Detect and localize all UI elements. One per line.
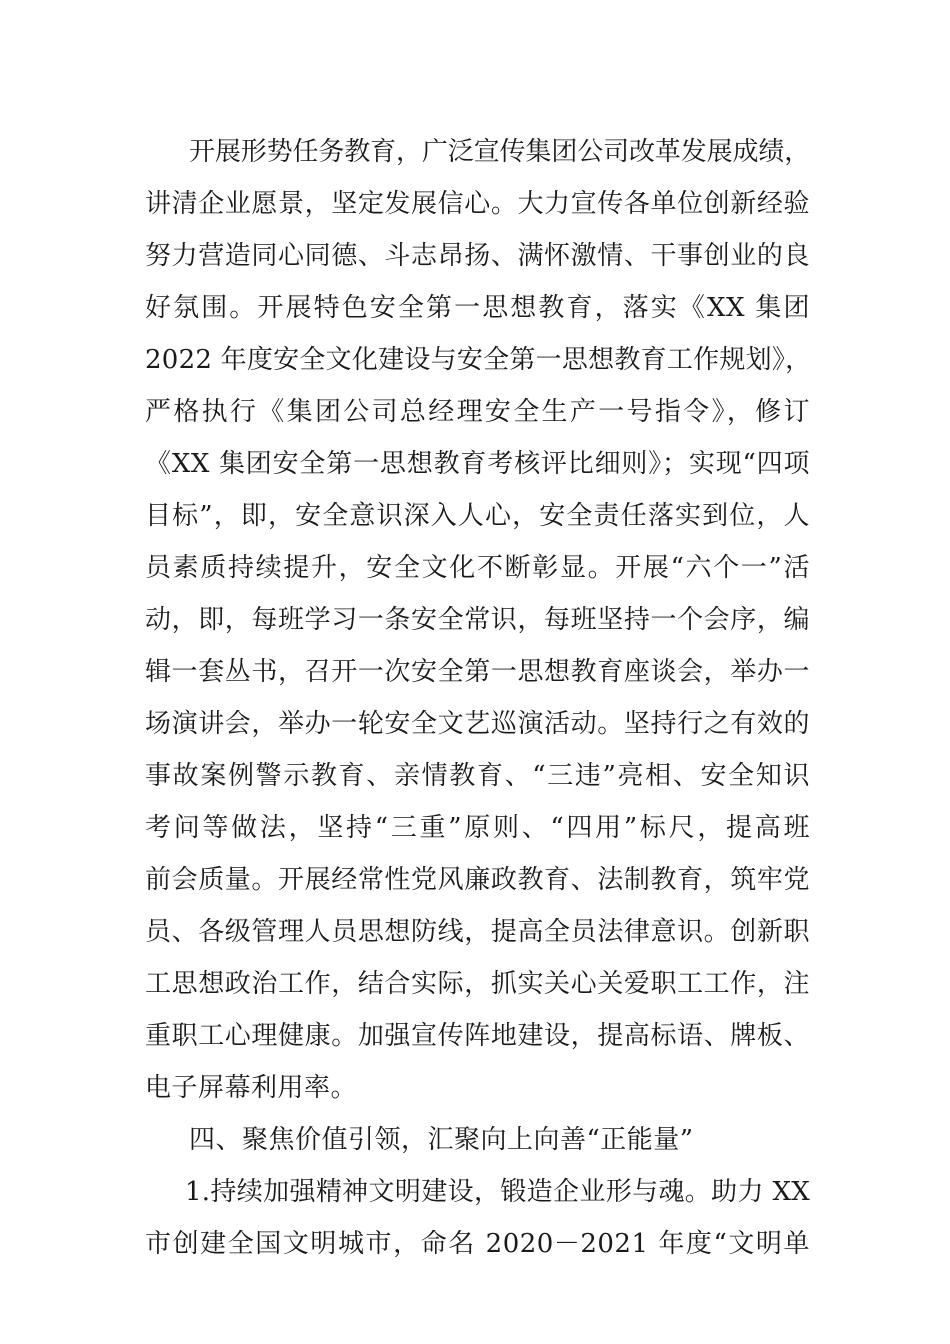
- paragraph-line: 好氛围。开展特色安全第一思想教育，落实《XX 集团: [145, 293, 810, 323]
- paragraph-line: 事故案例警示教育、亲情教育、“三违”亮相、安全知识: [145, 761, 810, 791]
- paragraph-line: 场演讲会，举办一轮安全文艺巡演活动。坚持行之有效的: [145, 709, 810, 739]
- paragraph-line: 前会质量。开展经常性党风廉政教育、法制教育，筑牢党: [145, 865, 810, 895]
- paragraph-line: 目标”，即，安全意识深入人心，安全责任落实到位，人: [145, 501, 810, 531]
- paragraph-line: 讲清企业愿景，坚定发展信心。大力宣传各单位创新经验: [145, 189, 810, 219]
- paragraph-line: 2022 年度安全文化建设与安全第一思想教育工作规划》，: [145, 345, 812, 375]
- paragraph-line: 开展形势任务教育，广泛宣传集团公司改革发展成绩，: [189, 137, 810, 167]
- paragraph-line: 努力营造同心同德、斗志昂扬、满怀激情、干事创业的良: [145, 241, 810, 271]
- paragraph-line: 动，即，每班学习一条安全常识，每班坚持一个会序，编: [145, 605, 810, 635]
- subsection-line: 市创建全国文明城市，命名 2020－2021 年度“文明单: [145, 1229, 810, 1259]
- paragraph-line: 辑一套丛书，召开一次安全第一思想教育座谈会，举办一: [145, 657, 810, 687]
- paragraph-line: 工思想政治工作，结合实际，抓实关心关爱职工工作，注: [145, 969, 810, 999]
- paragraph-line: 员、各级管理人员思想防线，提高全员法律意识。创新职: [145, 917, 810, 947]
- subsection-line: 1.持续加强精神文明建设，锻造企业形与魂。助力 XX: [185, 1177, 810, 1207]
- paragraph-line: 《XX 集团安全第一思想教育考核评比细则》；实现“四项: [145, 449, 810, 479]
- document-body: [145, 126, 810, 1270]
- paragraph-last-line: 电子屏幕利用率。: [145, 1073, 358, 1103]
- paragraph-line: 员素质持续提升，安全文化不断彰显。开展“六个一”活: [145, 553, 810, 583]
- paragraph-line: 严格执行《集团公司总经理安全生产一号指令》，修订: [145, 397, 810, 427]
- paragraph-line: 考问等做法，坚持“三重”原则、“四用”标尺，提高班: [145, 813, 810, 843]
- paragraph-line: 重职工心理健康。加强宣传阵地建设，提高标语、牌板、: [145, 1021, 810, 1051]
- section-heading: 四、聚焦价值引领，汇聚向上向善“正能量”: [189, 1125, 694, 1155]
